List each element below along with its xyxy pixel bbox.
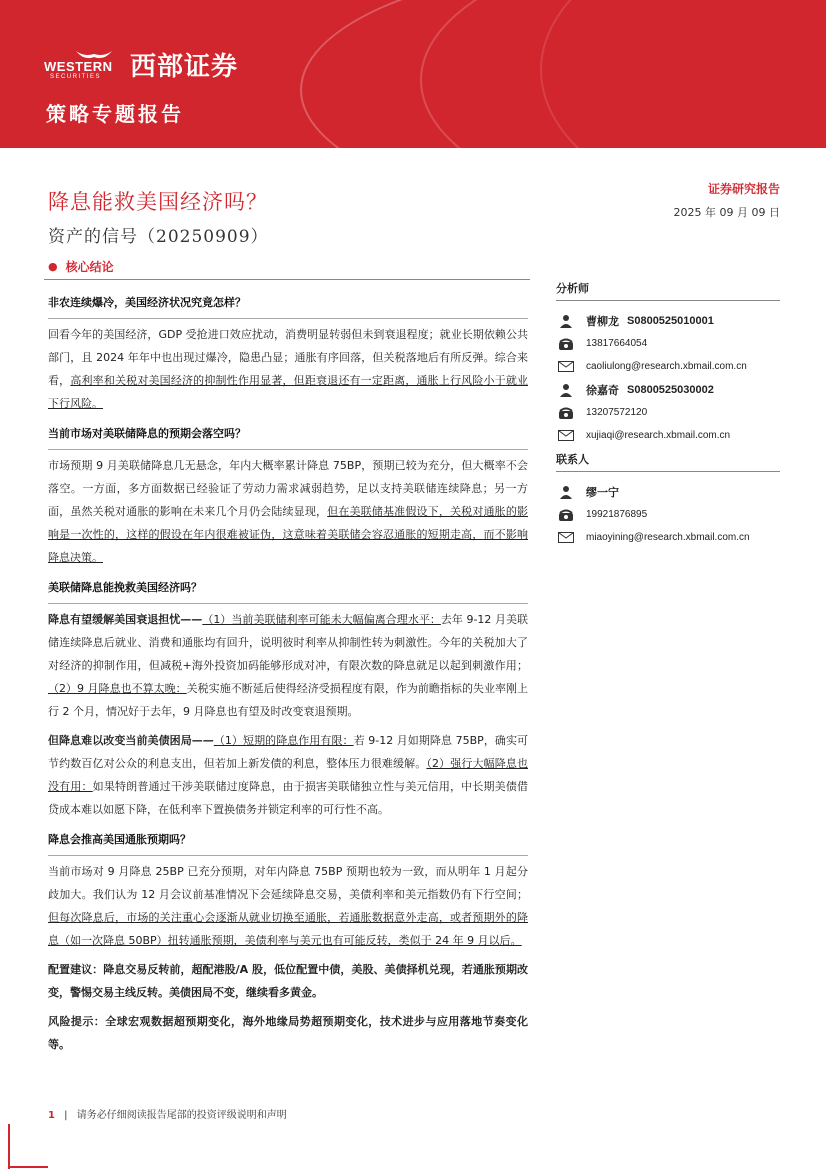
paragraph-text: 回看今年的美国经济，GDP 受抢进口效应扰动，消费明显转弱但未到衰退程度；就业长期依赖公共部门，且 2024 年年中也出现过爆冷，隐患凸显；通胀有序回落，但关税落地后有所反弹。综合来看， bbox=[48, 328, 528, 387]
page-footer bbox=[48, 1106, 287, 1121]
logo-mark bbox=[44, 49, 126, 81]
section bbox=[48, 827, 528, 952]
core-conclusion-label: 核心结论 bbox=[65, 260, 114, 274]
analyst-phone-row bbox=[556, 332, 780, 355]
analyst-sidebar bbox=[556, 280, 780, 549]
paragraph-text: 关税实施不断延后使得经济受损程度有限，作为前瞻指标的失业率刚上行 2 个月，情况好于去年，9 月降息也有望及时改变衰退预期。 bbox=[48, 682, 529, 718]
bullet-icon: ● bbox=[48, 260, 58, 273]
footer-note: 请务必仔细阅读报告尾部的投资评级说明和声明 bbox=[76, 1110, 287, 1121]
paragraph-underlined-text: 但每次降息后，市场的关注重心会逐渐从就业切换至通胀，若通胀数据意外走高，或者预期外的降息（如一次降息 50BP）扭转通胀预期，美债利率与美元也有可能反转，类似于 24 年 9 月以后。 bbox=[48, 911, 528, 947]
paragraph-lead: 降息有望缓解美国衰退担忧—— bbox=[48, 613, 203, 626]
report-date: 2025 年 09 月 09 日 bbox=[673, 206, 780, 219]
analyst-name-row bbox=[556, 309, 780, 332]
report-type: 策略专题报告 bbox=[46, 102, 184, 126]
mail-icon bbox=[556, 530, 576, 546]
analyst-name-row bbox=[556, 378, 780, 401]
analyst-email[interactable]: xujiaqi@research.xbmail.com.cn bbox=[586, 430, 731, 441]
paragraph-text: 市场预期 9 月美联储降息几无悬念，年内大概率累计降息 75BP，预期已较为充分，但大概率不会落空。一方面，多方面数据已经验证了劳动力需求减弱趋势，足以支持美联储连续降息；另一方面，虽然关税对通胀的影响在未来几个月仍会陆续显现， bbox=[48, 459, 528, 518]
paragraph-text: 若 9-12 月如期降息 75BP，确实可节约数百亿对公众的利息支出，但若加上新发债的利息，整体压力很难缓解。 bbox=[48, 734, 529, 770]
contact-email[interactable]: miaoyining@research.xbmail.com.cn bbox=[586, 532, 750, 543]
phone-icon bbox=[556, 507, 576, 523]
risk-warning: 风险提示：全球宏观数据超预期变化，海外地缘局势超预期变化，技术进步与应用落地节奏变化等。 bbox=[48, 1015, 528, 1051]
section-heading: 非农连续爆冷，美国经济状况究竟怎样？ bbox=[48, 296, 246, 309]
contact-name: 缪一宁 bbox=[586, 485, 619, 499]
analyst-label: 分析师 bbox=[556, 280, 780, 301]
paragraph-text: 如果特朗普通过干涉美联储过度降息，由于损害美联储独立性与美元信用，中长期美债借贷成本难以如愿下降，在低利率下置换债务并锁定利率的可行性不高。 bbox=[48, 780, 529, 816]
person-icon bbox=[556, 382, 576, 398]
analyst-name: 曹柳龙 bbox=[586, 314, 619, 328]
section-heading: 当前市场对美联储降息的预期会落空吗？ bbox=[48, 427, 246, 440]
corner-mark bbox=[8, 1124, 10, 1169]
page-title: 降息能救美国经济吗？ bbox=[48, 190, 268, 214]
paragraph-text: 去年 9-12 月美联储连续降息后就业、消费和通胀均有回升，说明彼时利率从抑制性转为刺激性。今年的关税加大了对经济的抑制作用，但减税+海外投资加码能够形成对冲，有限次数的降息就足以起到刺激作用； bbox=[48, 613, 528, 672]
corner-mark bbox=[8, 1166, 48, 1168]
core-conclusion-header bbox=[44, 254, 530, 280]
paragraph-lead: 但降息难以改变当前美债困局—— bbox=[48, 734, 214, 747]
contact-email-row bbox=[556, 526, 780, 549]
divider bbox=[48, 603, 528, 604]
paragraph-text: 当前市场对 9 月降息 25BP 已充分预期，对年内降息 75BP 预期也较为一致，而从明年 1 月起分歧加大。我们认为 12 月会议前基准情况下会延续降息交易，美债利率和美元指数仍有下行空间； bbox=[48, 865, 528, 901]
page-subtitle: 资产的信号（20250909） bbox=[48, 227, 269, 247]
section-paragraph bbox=[48, 860, 528, 952]
page-number: 1 bbox=[48, 1110, 55, 1121]
header-band bbox=[0, 0, 826, 148]
paragraph-underlined-text: 高利率和关税对美国经济的抑制性作用显著，但距衰退还有一定距离，通胀上行风险小于就业下行风险。 bbox=[48, 374, 529, 410]
section bbox=[48, 421, 528, 569]
contact-label: 联系人 bbox=[556, 451, 780, 472]
allocation-advice: 配置建议：降息交易反转前，超配港股/A 股，低位配置中债，美股、美债择机兑现，若通胀预期改变，警惕交易主线反转。美债困局不变，继续看多黄金。 bbox=[48, 963, 528, 999]
main-content bbox=[48, 286, 528, 1056]
analyst-code: S0800525030002 bbox=[627, 383, 714, 396]
paragraph-underlined-text: （1）当前美联储利率可能未大幅偏离合理水平： bbox=[202, 613, 441, 626]
analyst-name: 徐嘉奇 bbox=[586, 383, 619, 397]
contact-phone-row bbox=[556, 503, 780, 526]
analyst-email-row bbox=[556, 424, 780, 447]
logo-english-sub: SECURITIES bbox=[50, 73, 102, 80]
analyst-phone: 13207572120 bbox=[586, 407, 648, 418]
section-paragraph bbox=[48, 454, 528, 569]
paragraph-underlined-text: （1）短期的降息作用有限： bbox=[213, 734, 354, 747]
divider bbox=[48, 449, 528, 450]
divider bbox=[48, 855, 528, 856]
phone-icon bbox=[556, 336, 576, 352]
logo-english: WESTERN bbox=[44, 58, 113, 74]
analyst-phone-row bbox=[556, 401, 780, 424]
section-heading: 美联储降息能挽救美国经济吗？ bbox=[48, 581, 202, 594]
person-icon bbox=[556, 484, 576, 500]
analyst-email-row bbox=[556, 355, 780, 378]
phone-icon bbox=[556, 405, 576, 421]
mail-icon bbox=[556, 359, 576, 375]
logo-chinese: 西部证券 bbox=[130, 52, 239, 82]
contact-name-row bbox=[556, 480, 780, 503]
mail-icon bbox=[556, 428, 576, 444]
section-paragraph bbox=[48, 323, 528, 415]
company-logo bbox=[44, 46, 238, 83]
section-heading: 降息会推高美国通胀预期吗？ bbox=[48, 833, 191, 846]
footer-separator: | bbox=[64, 1110, 68, 1121]
divider bbox=[48, 318, 528, 319]
section-paragraph bbox=[48, 608, 528, 723]
paragraph-underlined-text: （2）9 月降息也不算太晚： bbox=[48, 682, 187, 695]
person-icon bbox=[556, 313, 576, 329]
decorative-arc bbox=[540, 0, 826, 148]
analyst-phone: 13817664054 bbox=[586, 338, 648, 349]
section bbox=[48, 575, 528, 821]
analyst-code: S0800525010001 bbox=[627, 314, 714, 327]
analyst-email[interactable]: caoliulong@research.xbmail.com.cn bbox=[586, 361, 747, 372]
section-paragraph bbox=[48, 729, 528, 821]
contact-phone: 19921876895 bbox=[586, 509, 648, 520]
paragraph-underlined-text: （2）强行大幅降息也没有用： bbox=[48, 757, 529, 793]
section bbox=[48, 290, 528, 415]
report-category: 证券研究报告 bbox=[707, 182, 780, 196]
paragraph-underlined-text: 但在美联储基准假设下，关税对通胀的影响是一次性的，这样的假设在年内很难被证伪，这意味着美联储会容忍通胀的短期走高，而不影响降息决策。 bbox=[48, 505, 529, 564]
